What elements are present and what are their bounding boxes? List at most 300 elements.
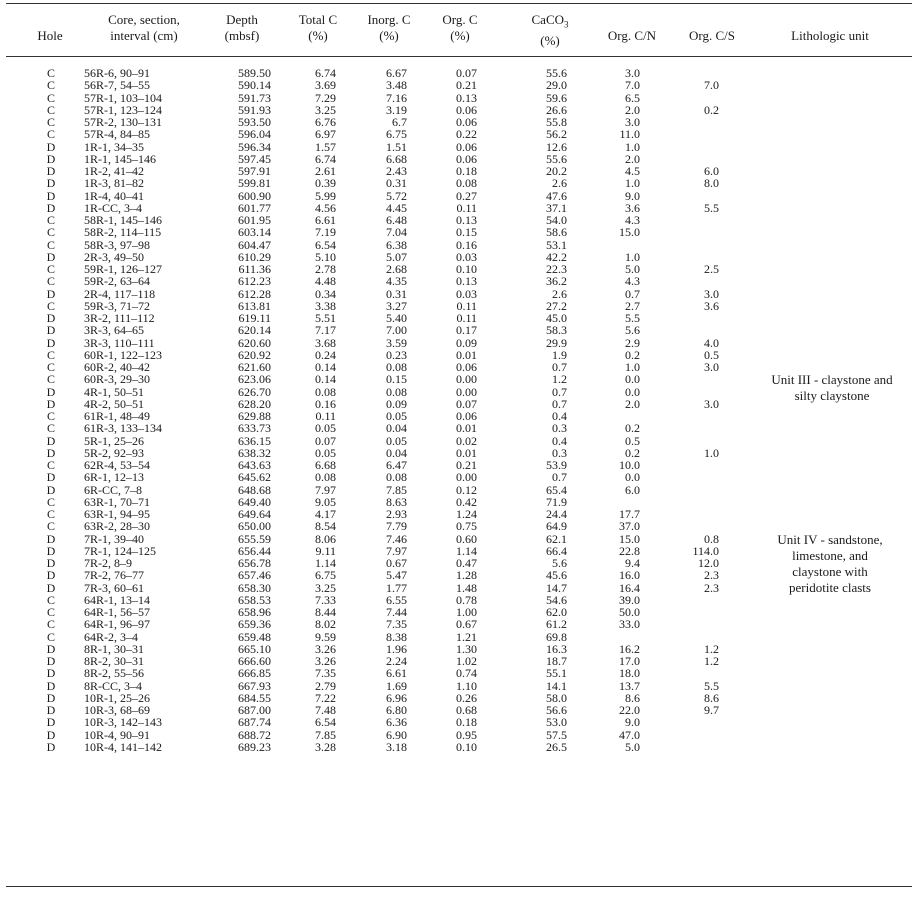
cell-core: 62R-4, 53–54 [84, 458, 150, 472]
header-depth-line2: (mbsf) [224, 28, 260, 43]
cell-org-cn: 3.0 [625, 115, 640, 129]
cell-core: 63R-2, 28–30 [84, 519, 150, 534]
cell-total-c: 0.05 [315, 445, 336, 460]
cell-org-cn: 7.0 [625, 78, 640, 93]
cell-hole: D [46, 703, 56, 717]
cell-total-c: 0.08 [315, 384, 336, 399]
header-caco3-line1: CaCO$_3$ [531, 12, 569, 30]
cell-org-cn: 0.0 [625, 372, 640, 387]
unit-iii-line1: Unit III - claystone and [771, 372, 893, 387]
lithologic-unit-iii [762, 372, 902, 404]
cell-hole: D [46, 568, 56, 583]
cell-inorg-c: 6.80 [386, 703, 407, 717]
cell-total-c: 3.26 [315, 641, 336, 656]
cell-depth: 643.63 [238, 458, 271, 472]
cell-inorg-c: 1.96 [386, 641, 407, 656]
cell-hole: D [46, 176, 56, 191]
table-row [0, 667, 919, 679]
cell-core: 57R-1, 123–124 [84, 102, 162, 117]
cell-caco3: 45.0 [546, 311, 567, 325]
cell-org-c: 0.42 [456, 494, 477, 509]
table-row [0, 716, 919, 728]
cell-org-cn: 39.0 [619, 592, 640, 607]
cell-org-c: 0.06 [456, 360, 477, 374]
cell-org-c: 0.13 [456, 90, 477, 105]
cell-org-c: 1.21 [456, 629, 477, 644]
cell-inorg-c: 0.31 [386, 176, 407, 191]
table-row [0, 741, 919, 753]
cell-inorg-c: 7.44 [386, 605, 407, 619]
cell-org-c: 0.21 [456, 78, 477, 93]
cell-hole: C [46, 629, 55, 644]
cell-depth: 612.23 [238, 274, 271, 289]
cell-core: 10R-4, 90–91 [84, 727, 150, 742]
cell-hole: D [46, 164, 56, 178]
header-lithologic-unit [760, 28, 900, 44]
header-bottom-rule [6, 56, 912, 57]
cell-core: 58R-1, 145–146 [84, 213, 162, 227]
cell-inorg-c: 0.05 [386, 433, 407, 448]
cell-org-c: 1.10 [456, 678, 477, 693]
cell-core: 5R-2, 92–93 [84, 445, 144, 460]
cell-depth: 658.53 [238, 592, 271, 607]
cell-caco3: 29.0 [546, 78, 567, 93]
cell-core: 61R-3, 133–134 [84, 421, 162, 436]
cell-core: 59R-2, 63–64 [84, 274, 150, 289]
cell-org-cn: 5.0 [625, 739, 640, 754]
cell-total-c: 7.29 [315, 90, 336, 105]
cell-hole: D [46, 286, 56, 301]
cell-total-c: 8.44 [315, 605, 336, 619]
cell-hole: D [46, 482, 56, 497]
cell-total-c: 0.07 [315, 433, 336, 448]
cell-org-c: 0.17 [456, 323, 477, 338]
cell-org-cs: 0.2 [704, 102, 719, 117]
cell-caco3: 0.3 [552, 445, 567, 460]
cell-org-cn: 50.0 [619, 605, 640, 619]
header-depth-line1: Depth [226, 12, 258, 27]
cell-inorg-c: 1.69 [386, 678, 407, 693]
cell-depth: 626.70 [238, 384, 271, 399]
table-row [0, 275, 919, 287]
cell-depth: 623.06 [238, 372, 271, 387]
cell-org-cs: 3.6 [704, 298, 719, 313]
cell-total-c: 7.35 [315, 666, 336, 681]
cell-core: 6R-CC, 7–8 [84, 482, 143, 497]
cell-org-c: 1.48 [456, 580, 477, 595]
cell-depth: 657.46 [238, 568, 271, 583]
cell-caco3: 59.6 [546, 90, 567, 105]
cell-depth: 620.60 [238, 335, 271, 350]
cell-inorg-c: 6.68 [386, 151, 407, 166]
header-total-c-line1: Total C [298, 12, 338, 27]
cell-depth: 597.91 [238, 164, 271, 178]
cell-depth: 667.93 [238, 678, 271, 693]
table-row [0, 520, 919, 532]
cell-hole: D [46, 654, 56, 668]
cell-org-c: 0.00 [456, 372, 477, 387]
cell-depth: 621.60 [238, 360, 271, 374]
cell-org-cn: 4.3 [625, 274, 640, 289]
cell-core: 10R-4, 141–142 [84, 739, 162, 754]
table-row [0, 239, 919, 251]
cell-hole: C [46, 347, 55, 362]
cell-caco3: 58.3 [546, 323, 567, 338]
cell-caco3: 26.5 [546, 739, 567, 754]
cell-total-c: 7.33 [315, 592, 336, 607]
cell-org-c: 0.10 [456, 262, 477, 276]
cell-total-c: 3.26 [315, 654, 336, 668]
cell-hole: D [46, 739, 56, 754]
cell-depth: 612.28 [238, 286, 271, 301]
header-org-cn-label: Org. C/N [607, 28, 657, 43]
cell-inorg-c: 6.38 [386, 237, 407, 252]
cell-hole: D [46, 531, 56, 546]
cell-caco3: 26.6 [546, 102, 567, 117]
cell-depth: 658.96 [238, 605, 271, 619]
cell-core: 10R-3, 142–143 [84, 715, 162, 730]
cell-hole: D [46, 139, 56, 154]
cell-inorg-c: 0.08 [386, 360, 407, 374]
cell-org-cn: 4.3 [625, 213, 640, 227]
cell-depth: 620.92 [238, 347, 271, 362]
cell-total-c: 0.14 [315, 372, 336, 387]
cell-org-c: 0.16 [456, 237, 477, 252]
header-caco3 [515, 12, 585, 49]
cell-org-cn: 2.0 [625, 102, 640, 117]
cell-org-cs: 12.0 [698, 556, 719, 570]
cell-depth: 629.88 [238, 409, 271, 423]
header-inorg-c [358, 12, 420, 44]
cell-total-c: 3.68 [315, 335, 336, 350]
cell-depth: 688.72 [238, 727, 271, 742]
cell-depth: 601.95 [238, 213, 271, 227]
cell-org-cn: 1.0 [625, 139, 640, 154]
cell-org-cn: 6.5 [625, 90, 640, 105]
cell-hole: C [46, 225, 55, 240]
cell-core: 64R-1, 56–57 [84, 605, 150, 619]
cell-total-c: 0.14 [315, 360, 336, 374]
header-org-c [432, 12, 488, 44]
cell-org-c: 0.11 [456, 200, 477, 215]
cell-total-c: 6.74 [315, 66, 336, 80]
cell-total-c: 3.69 [315, 78, 336, 93]
cell-caco3: 36.2 [546, 274, 567, 289]
cell-org-cn: 2.0 [625, 151, 640, 166]
cell-org-cn: 4.5 [625, 164, 640, 178]
cell-org-cn: 22.0 [619, 703, 640, 717]
header-core-line2: interval (cm) [110, 28, 178, 43]
cell-total-c: 2.61 [315, 164, 336, 178]
cell-caco3: 0.4 [552, 433, 567, 448]
cell-total-c: 7.97 [315, 482, 336, 497]
cell-hole: D [46, 311, 56, 325]
cell-inorg-c: 6.96 [386, 690, 407, 705]
cell-core: 56R-6, 90–91 [84, 66, 150, 80]
cell-hole: C [46, 274, 55, 289]
cell-org-cn: 16.2 [619, 641, 640, 656]
cell-inorg-c: 6.61 [386, 666, 407, 681]
cell-depth: 687.74 [238, 715, 271, 730]
cell-core: 60R-1, 122–123 [84, 347, 162, 362]
cell-total-c: 0.08 [315, 470, 336, 485]
cell-inorg-c: 0.08 [386, 470, 407, 485]
header-core [88, 12, 200, 44]
cell-org-c: 0.03 [456, 286, 477, 301]
cell-depth: 597.45 [238, 151, 271, 166]
cell-org-cs: 7.0 [704, 78, 719, 93]
cell-caco3: 24.4 [546, 507, 567, 521]
cell-core: 8R-1, 30–31 [84, 641, 144, 656]
cell-org-cn: 17.7 [619, 507, 640, 521]
cell-org-c: 0.07 [456, 396, 477, 411]
cell-inorg-c: 6.90 [386, 727, 407, 742]
cell-org-cn: 16.4 [619, 580, 640, 595]
cell-org-c: 0.10 [456, 739, 477, 754]
cell-inorg-c: 7.35 [386, 617, 407, 632]
cell-inorg-c: 4.35 [386, 274, 407, 289]
cell-org-cs: 1.0 [704, 445, 719, 460]
cell-org-c: 0.26 [456, 690, 477, 705]
cell-caco3: 14.7 [546, 580, 567, 595]
header-org-c-line1: Org. C [442, 12, 478, 27]
cell-core: 61R-1, 48–49 [84, 409, 150, 423]
cell-core: 1R-3, 81–82 [84, 176, 144, 191]
cell-org-cn: 33.0 [619, 617, 640, 632]
cell-depth: 638.32 [238, 445, 271, 460]
cell-caco3: 66.4 [546, 543, 567, 558]
cell-org-c: 0.22 [456, 127, 477, 142]
cell-inorg-c: 2.93 [386, 507, 407, 521]
cell-hole: D [46, 433, 56, 448]
cell-caco3: 55.1 [546, 666, 567, 681]
cell-org-cn: 0.2 [625, 347, 640, 362]
cell-caco3: 62.0 [546, 605, 567, 619]
cell-core: 2R-3, 49–50 [84, 249, 144, 264]
cell-org-c: 0.00 [456, 470, 477, 485]
cell-org-cn: 2.0 [625, 396, 640, 411]
cell-hole: C [46, 360, 55, 374]
cell-core: 2R-4, 117–118 [84, 286, 156, 301]
cell-hole: C [46, 592, 55, 607]
cell-inorg-c: 0.08 [386, 384, 407, 399]
cell-depth: 591.93 [238, 102, 271, 117]
cell-core: 7R-1, 39–40 [84, 531, 144, 546]
cell-depth: 633.73 [238, 421, 271, 436]
cell-depth: 648.68 [238, 482, 271, 497]
cell-inorg-c: 7.16 [386, 90, 407, 105]
cell-caco3: 55.6 [546, 151, 567, 166]
cell-inorg-c: 1.51 [386, 139, 407, 154]
cell-total-c: 2.79 [315, 678, 336, 693]
cell-inorg-c: 0.09 [386, 396, 407, 411]
cell-total-c: 5.99 [315, 188, 336, 203]
cell-inorg-c: 1.77 [386, 580, 407, 595]
header-org-cn [600, 28, 664, 44]
cell-depth: 687.00 [238, 703, 271, 717]
cell-core: 4R-1, 50–51 [84, 384, 144, 399]
cell-caco3: 2.6 [552, 286, 567, 301]
cell-org-cn: 3.0 [625, 66, 640, 80]
cell-caco3: 55.8 [546, 115, 567, 129]
cell-inorg-c: 8.63 [386, 494, 407, 509]
cell-hole: C [46, 262, 55, 276]
cell-depth: 658.30 [238, 580, 271, 595]
cell-org-cn: 0.0 [625, 470, 640, 485]
cell-org-c: 0.67 [456, 617, 477, 632]
cell-total-c: 7.85 [315, 727, 336, 742]
cell-caco3: 27.2 [546, 298, 567, 313]
header-total-c-line2: (%) [308, 28, 328, 43]
cell-core: 56R-7, 54–55 [84, 78, 150, 93]
cell-caco3: 58.6 [546, 225, 567, 240]
cell-inorg-c: 7.85 [386, 482, 407, 497]
cell-depth: 689.23 [238, 739, 271, 754]
cell-org-cn: 0.2 [625, 445, 640, 460]
unit-iii-line2: silty claystone [794, 388, 870, 403]
cell-org-cn: 0.5 [625, 433, 640, 448]
header-inorg-c-line1: Inorg. C [367, 12, 411, 27]
cell-total-c: 0.05 [315, 421, 336, 436]
table-row [0, 337, 919, 349]
cell-inorg-c: 5.72 [386, 188, 407, 203]
cell-caco3: 53.1 [546, 237, 567, 252]
unit-iv-line2: limestone, and [792, 548, 868, 563]
cell-hole: D [46, 384, 56, 399]
table-row [0, 484, 919, 496]
cell-core: 3R-3, 110–111 [84, 335, 155, 350]
cell-total-c: 4.48 [315, 274, 336, 289]
cell-org-cn: 0.7 [625, 286, 640, 301]
cell-org-cn: 1.0 [625, 249, 640, 264]
cell-total-c: 7.48 [315, 703, 336, 717]
cell-depth: 666.85 [238, 666, 271, 681]
cell-core: 59R-3, 71–72 [84, 298, 150, 313]
cell-hole: D [46, 727, 56, 742]
unit-iv-line3: claystone with [792, 564, 868, 579]
table-row [0, 141, 919, 153]
cell-caco3: 0.4 [552, 409, 567, 423]
cell-hole: C [46, 494, 55, 509]
header-org-c-line2: (%) [450, 28, 470, 43]
cell-core: 63R-1, 94–95 [84, 507, 150, 521]
cell-hole: C [46, 519, 55, 534]
cell-caco3: 0.7 [552, 384, 567, 399]
cell-inorg-c: 3.19 [386, 102, 407, 117]
cell-total-c: 3.25 [315, 580, 336, 595]
table-row [0, 177, 919, 189]
cell-org-cs: 0.8 [704, 531, 719, 546]
cell-caco3: 16.3 [546, 641, 567, 656]
cell-hole: C [46, 458, 55, 472]
cell-org-cn: 11.0 [619, 127, 640, 142]
cell-caco3: 2.6 [552, 176, 567, 191]
cell-inorg-c: 4.45 [386, 200, 407, 215]
cell-inorg-c: 3.27 [386, 298, 407, 313]
cell-org-c: 0.08 [456, 176, 477, 191]
table-row [0, 288, 919, 300]
cell-depth: 620.14 [238, 323, 271, 338]
cell-depth: 656.44 [238, 543, 271, 558]
cell-total-c: 2.78 [315, 262, 336, 276]
cell-caco3: 61.2 [546, 617, 567, 632]
cell-org-cs: 3.0 [704, 286, 719, 301]
cell-depth: 599.81 [238, 176, 271, 191]
cell-total-c: 4.56 [315, 200, 336, 215]
cell-inorg-c: 7.46 [386, 531, 407, 546]
table-row [0, 471, 919, 483]
cell-org-c: 0.95 [456, 727, 477, 742]
cell-total-c: 6.97 [315, 127, 336, 142]
table-top-rule [6, 3, 912, 4]
cell-inorg-c: 3.48 [386, 78, 407, 93]
table-row [0, 190, 919, 202]
cell-core: 63R-1, 70–71 [84, 494, 150, 509]
cell-core: 58R-3, 97–98 [84, 237, 150, 252]
cell-hole: C [46, 213, 55, 227]
cell-core: 10R-3, 68–69 [84, 703, 150, 717]
cell-depth: 600.90 [238, 188, 271, 203]
cell-total-c: 6.68 [315, 458, 336, 472]
cell-inorg-c: 0.04 [386, 421, 407, 436]
cell-org-c: 0.06 [456, 151, 477, 166]
unit-iv-line4: peridotite clasts [789, 580, 871, 595]
cell-org-cs: 3.0 [704, 396, 719, 411]
cell-org-c: 0.01 [456, 421, 477, 436]
cell-core: 4R-2, 50–51 [84, 396, 144, 411]
cell-total-c: 6.75 [315, 568, 336, 583]
cell-caco3: 57.5 [546, 727, 567, 742]
cell-depth: 611.36 [238, 262, 271, 276]
cell-depth: 593.50 [238, 115, 271, 129]
cell-caco3: 0.3 [552, 421, 567, 436]
cell-org-c: 1.02 [456, 654, 477, 668]
cell-hole: C [46, 409, 55, 423]
cell-depth: 665.10 [238, 641, 271, 656]
cell-total-c: 8.06 [315, 531, 336, 546]
cell-hole: D [46, 690, 56, 705]
cell-org-cn: 6.0 [625, 482, 640, 497]
cell-hole: C [46, 617, 55, 632]
cell-caco3: 54.6 [546, 592, 567, 607]
cell-inorg-c: 7.97 [386, 543, 407, 558]
cell-caco3: 0.7 [552, 360, 567, 374]
cell-total-c: 9.59 [315, 629, 336, 644]
cell-org-cn: 5.6 [625, 323, 640, 338]
cell-inorg-c: 5.40 [386, 311, 407, 325]
cell-total-c: 0.11 [315, 409, 336, 423]
cell-total-c: 6.54 [315, 715, 336, 730]
cell-org-cn: 13.7 [619, 678, 640, 693]
cell-inorg-c: 5.47 [386, 568, 407, 583]
cell-inorg-c: 6.47 [386, 458, 407, 472]
cell-org-c: 0.74 [456, 666, 477, 681]
cell-total-c: 5.10 [315, 249, 336, 264]
cell-caco3: 55.6 [546, 66, 567, 80]
cell-org-cn: 5.0 [625, 262, 640, 276]
cell-caco3: 37.1 [546, 200, 567, 215]
cell-caco3: 1.2 [552, 372, 567, 387]
cell-hole: D [46, 715, 56, 730]
cell-core: 59R-1, 126–127 [84, 262, 162, 276]
cell-hole: D [46, 396, 56, 411]
header-lithologic-unit-label: Lithologic unit [791, 28, 869, 43]
cell-depth: 636.15 [238, 433, 271, 448]
cell-caco3: 22.3 [546, 262, 567, 276]
cell-org-c: 0.06 [456, 409, 477, 423]
cell-org-c: 0.11 [456, 311, 477, 325]
cell-caco3: 0.7 [552, 396, 567, 411]
